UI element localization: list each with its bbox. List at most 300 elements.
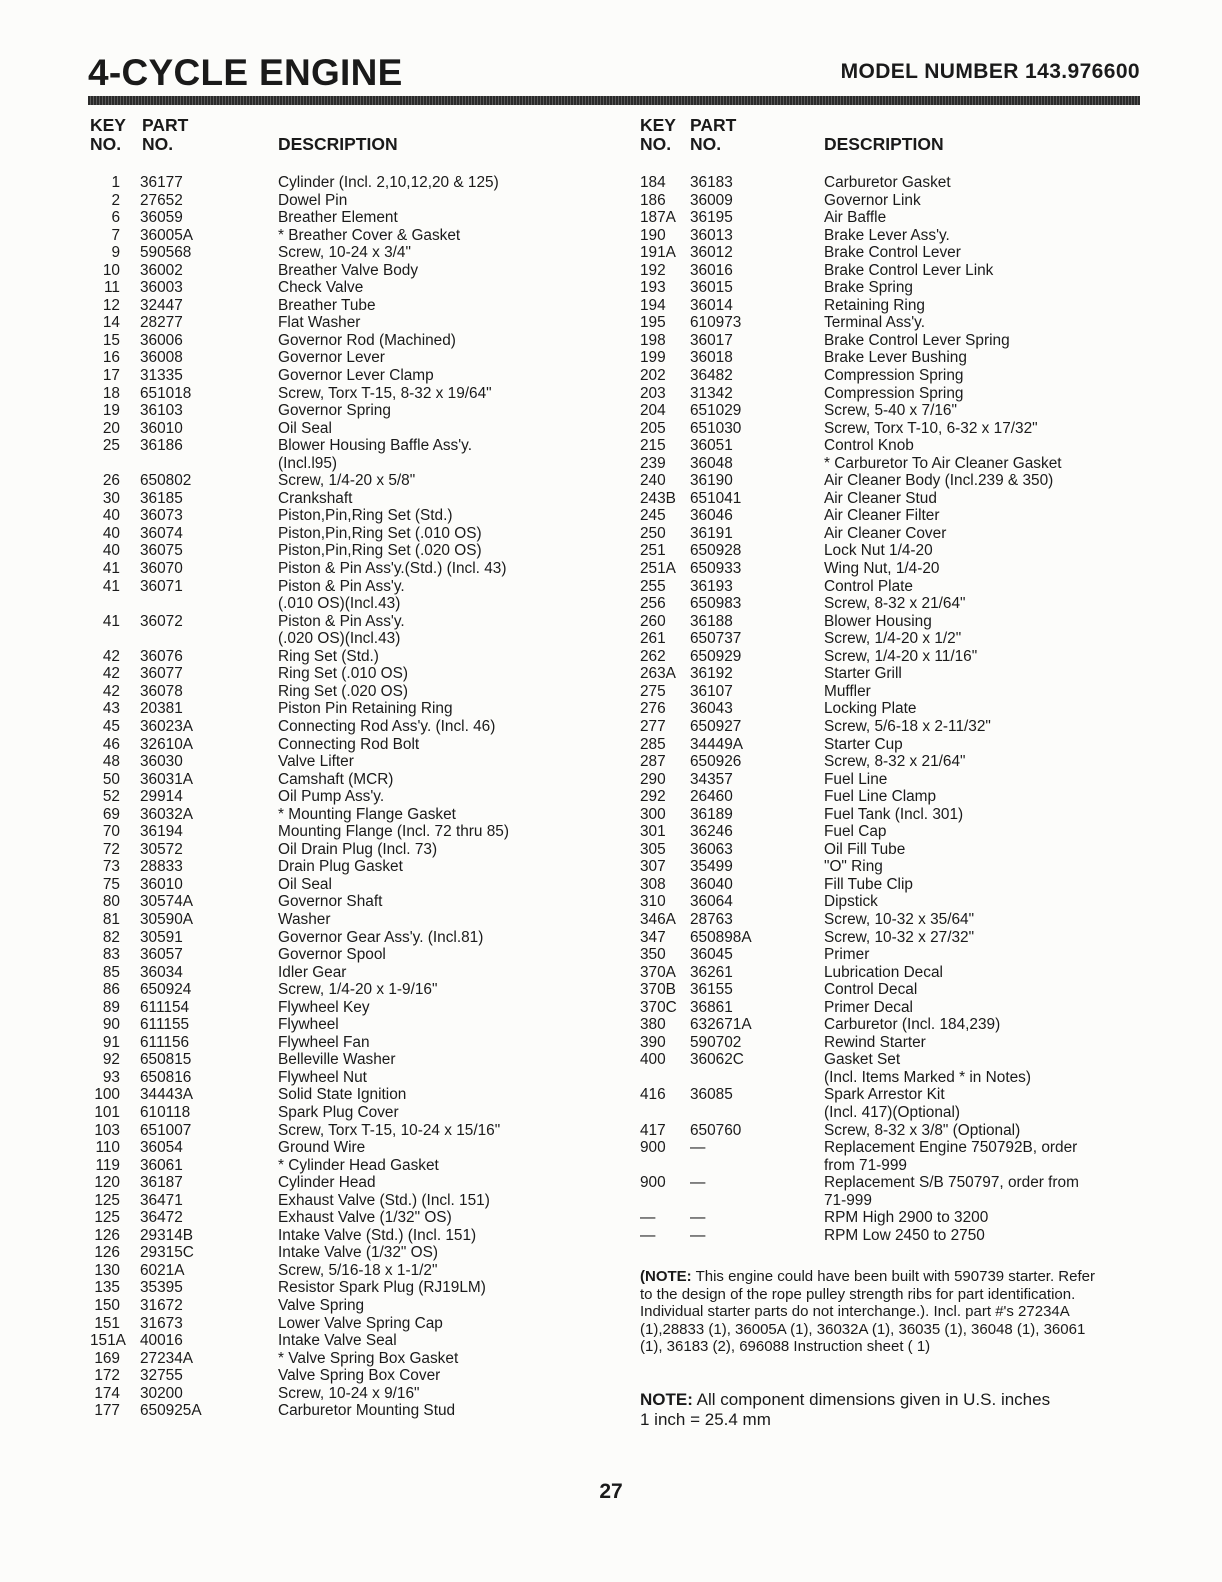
- part-description: Governor Lever Clamp: [278, 367, 434, 385]
- part-row: [640, 1192, 1160, 1210]
- part-no: 36195: [690, 209, 733, 227]
- part-description: Piston Pin Retaining Ring: [278, 700, 453, 718]
- part-no: 36192: [690, 665, 733, 683]
- part-description: Intake Valve Seal: [278, 1332, 397, 1350]
- header-rule: [88, 96, 1140, 105]
- part-description: Primer: [824, 946, 870, 964]
- part-no: 650983: [690, 595, 742, 613]
- part-description: Control Plate: [824, 577, 913, 595]
- part-description: Screw, 5-40 x 7/16": [824, 402, 957, 420]
- part-no: 650802: [140, 472, 192, 490]
- part-row: [640, 192, 1160, 210]
- part-description: Screw, 5/6-18 x 2-11/32": [824, 717, 991, 735]
- part-no: 36189: [690, 805, 733, 823]
- part-row: [640, 420, 1160, 438]
- part-row: [90, 1104, 590, 1122]
- part-row: [90, 1367, 590, 1385]
- part-row: [90, 753, 590, 771]
- part-row: [90, 578, 590, 596]
- part-no: 650926: [690, 753, 742, 771]
- part-description: Washer: [278, 910, 331, 928]
- key-no: 14: [102, 314, 120, 332]
- key-no: 18: [102, 384, 120, 402]
- part-no: 610973: [690, 314, 742, 332]
- part-no: 36070: [140, 560, 183, 578]
- part-no: 610118: [140, 1103, 191, 1121]
- part-row: [640, 736, 1160, 754]
- part-description: Brake Control Lever Spring: [824, 331, 1010, 349]
- part-no: 36177: [140, 174, 183, 191]
- part-description: Fuel Cap: [824, 823, 887, 841]
- part-description: Check Valve: [278, 279, 364, 297]
- part-description: Muffler: [824, 682, 871, 700]
- part-description: Resistor Spark Plug (RJ19LM): [278, 1279, 486, 1297]
- part-description: Cylinder Head: [278, 1174, 376, 1192]
- part-row: [640, 1016, 1160, 1034]
- part-no: 36190: [690, 472, 733, 490]
- part-no: 36012: [690, 244, 733, 262]
- part-row: [640, 402, 1160, 420]
- part-no: [676, 1069, 824, 1087]
- part-description: Mounting Flange (Incl. 72 thru 85): [278, 823, 509, 841]
- key-no: 194: [640, 296, 666, 314]
- part-row: [90, 455, 590, 473]
- part-description: Breather Tube: [278, 296, 376, 314]
- key-no: 17: [102, 367, 120, 385]
- key-no: 417: [640, 1121, 666, 1139]
- key-no: 6: [111, 209, 120, 227]
- key-no: 370A: [640, 963, 676, 981]
- part-description: Control Knob: [824, 437, 914, 455]
- key-no: 307: [640, 858, 666, 876]
- part-description: Governor Spring: [278, 402, 391, 420]
- part-description: Idler Gear: [278, 963, 347, 981]
- part-description: Drain Plug Gasket: [278, 858, 403, 876]
- part-no: 34357: [690, 770, 733, 788]
- part-no: 611155: [140, 1016, 190, 1034]
- part-no: 36076: [140, 647, 183, 665]
- part-description: Piston,Pin,Ring Set (.010 OS): [278, 524, 482, 542]
- key-no: 92: [102, 1051, 120, 1069]
- key-no: 202: [640, 367, 666, 385]
- part-no: 36472: [140, 1209, 183, 1227]
- part-no: 36194: [140, 823, 183, 841]
- part-row: [90, 1227, 590, 1245]
- key-no: [90, 595, 120, 613]
- key-no: 277: [640, 717, 666, 735]
- key-no: 125: [94, 1191, 120, 1209]
- part-row: [90, 1122, 590, 1140]
- part-row: [640, 560, 1160, 578]
- parts-list-left: [90, 116, 590, 1420]
- part-no: 36032A: [140, 805, 194, 823]
- part-no: 36023A: [140, 717, 194, 735]
- part-description: * Cylinder Head Gasket: [278, 1156, 439, 1174]
- part-row: [90, 718, 590, 736]
- key-no: 310: [640, 893, 666, 911]
- key-no: 70: [102, 823, 120, 841]
- part-description: Ring Set (.010 OS): [278, 665, 409, 683]
- part-row: [90, 999, 590, 1017]
- part-no: [676, 1192, 824, 1210]
- part-no: 29315C: [140, 1244, 194, 1262]
- key-no: 41: [102, 612, 120, 630]
- part-row: [90, 420, 590, 438]
- part-row: [90, 1385, 590, 1403]
- key-no: 239: [640, 454, 666, 472]
- part-no: 30200: [140, 1384, 183, 1402]
- part-row: [90, 1279, 590, 1297]
- part-no: 30574A: [140, 893, 194, 911]
- part-row: [640, 472, 1160, 490]
- part-no: 36072: [140, 612, 183, 630]
- part-row: [640, 1122, 1160, 1140]
- part-row: [90, 490, 590, 508]
- part-no: 36031A: [140, 770, 194, 788]
- key-no: 1: [111, 174, 120, 191]
- part-row: [90, 981, 590, 999]
- part-row: [90, 525, 590, 543]
- part-row: [90, 1209, 590, 1227]
- part-description: Ring Set (.020 OS): [278, 682, 409, 700]
- key-no: 245: [640, 507, 666, 525]
- part-row: [90, 262, 590, 280]
- key-no: 101: [94, 1103, 120, 1121]
- key-no: 350: [640, 946, 666, 964]
- key-no: 15: [102, 331, 120, 349]
- part-description: Air Cleaner Filter: [824, 507, 940, 525]
- part-no: 632671A: [690, 1016, 752, 1034]
- part-no: 32610A: [140, 735, 194, 753]
- part-row: [640, 507, 1160, 525]
- part-no: 36034: [140, 963, 183, 981]
- part-no: 36062C: [690, 1051, 744, 1069]
- part-no: 30590A: [140, 910, 194, 928]
- part-row: [640, 841, 1160, 859]
- part-no: 36013: [690, 226, 733, 244]
- model-number: MODEL NUMBER 143.976600: [840, 60, 1140, 83]
- part-description: Retaining Ring: [824, 296, 925, 314]
- key-no: 416: [640, 1086, 666, 1104]
- key-no: 186: [640, 191, 666, 209]
- part-description: Piston,Pin,Ring Set (.020 OS): [278, 542, 482, 560]
- part-description: Ring Set (Std.): [278, 647, 379, 665]
- part-no: 36155: [690, 981, 733, 999]
- key-no: 192: [640, 261, 666, 279]
- part-row: [90, 964, 590, 982]
- key-no: 203: [640, 384, 666, 402]
- part-description: Lower Valve Spring Cap: [278, 1314, 443, 1332]
- part-no: 36057: [140, 946, 183, 964]
- part-description: Flywheel Nut: [278, 1068, 367, 1086]
- part-description: Compression Spring: [824, 367, 964, 385]
- part-row: [90, 542, 590, 560]
- key-no: 125: [94, 1209, 120, 1227]
- part-row: [90, 630, 590, 648]
- part-description: (Incl. 417)(Optional): [824, 1103, 961, 1121]
- part-no: 28277: [140, 314, 183, 332]
- part-description: Brake Lever Bushing: [824, 349, 967, 367]
- part-row: [640, 806, 1160, 824]
- key-no: 7: [111, 226, 120, 244]
- part-row: [640, 595, 1160, 613]
- part-row: [640, 578, 1160, 596]
- part-description: Air Cleaner Cover: [824, 524, 947, 542]
- part-description: Fill Tube Clip: [824, 875, 913, 893]
- part-row: [640, 209, 1160, 227]
- note-text: This engine could have been built with 590739 starter. Refer to the design of the rope pulley strength ribs for part identification. Individual starter parts do not interchange.). Incl. part #'s 27234A (1),28833 (1), 36005A (1), 36032A (1), 36035 (1), 36048 (1), 36061 (1), 36183 (2), 696088 Instruction sheet ( 1): [640, 1268, 1095, 1355]
- part-row: [90, 1402, 590, 1420]
- part-no: 36073: [140, 507, 183, 525]
- part-description: RPM High 2900 to 3200: [824, 1209, 989, 1227]
- key-no: 900: [640, 1139, 666, 1157]
- key-no: 346A: [640, 910, 676, 928]
- part-row: [640, 1227, 1160, 1245]
- part-description: Fuel Tank (Incl. 301): [824, 805, 964, 823]
- part-description: Exhaust Valve (Std.) (Incl. 151): [278, 1191, 490, 1209]
- part-description: Screw, Torx T-15, 8-32 x 19/64": [278, 384, 492, 402]
- part-description: Lock Nut 1/4-20: [824, 542, 933, 560]
- key-no: [640, 1192, 676, 1210]
- part-description: Belleville Washer: [278, 1051, 396, 1069]
- part-description: Locking Plate: [824, 700, 917, 718]
- part-row: [90, 385, 590, 403]
- part-row: [90, 1034, 590, 1052]
- key-no: 215: [640, 437, 666, 455]
- part-description: Piston & Pin Ass'y.(Std.) (Incl. 43): [278, 560, 507, 578]
- part-description: Air Cleaner Body (Incl.239 & 350): [824, 472, 1054, 490]
- part-description: * Mounting Flange Gasket: [278, 805, 456, 823]
- part-description: Governor Spool: [278, 946, 386, 964]
- part-row: [640, 297, 1160, 315]
- key-no: 30: [102, 489, 120, 507]
- key-no: 40: [102, 542, 120, 560]
- part-no: 650933: [690, 560, 742, 578]
- description-label: DESCRIPTION: [824, 134, 944, 154]
- key-no: 52: [102, 788, 120, 806]
- part-description: Oil Seal: [278, 419, 332, 437]
- part-no: 27652: [140, 191, 183, 209]
- part-no-label: NO.: [142, 134, 174, 154]
- part-no-label: NO.: [690, 134, 722, 154]
- part-description: Screw, 8-32 x 21/64": [824, 595, 966, 613]
- part-description: (.020 OS)(Incl.43): [278, 630, 401, 648]
- key-no: 290: [640, 770, 666, 788]
- part-no: 36054: [140, 1139, 183, 1157]
- part-description: 71-999: [824, 1191, 872, 1209]
- part-description: * Valve Spring Box Gasket: [278, 1349, 459, 1367]
- part-row: [90, 683, 590, 701]
- part-row: [90, 1297, 590, 1315]
- part-description: Screw, 10-32 x 35/64": [824, 910, 975, 928]
- part-no: 36063: [690, 840, 733, 858]
- key-no: 126: [94, 1244, 120, 1262]
- part-description: Screw, Torx T-15, 10-24 x 15/16": [278, 1121, 501, 1139]
- key-no: 287: [640, 753, 666, 771]
- part-description: Valve Spring Box Cover: [278, 1367, 441, 1385]
- part-description: Brake Lever Ass'y.: [824, 226, 950, 244]
- key-no: 260: [640, 612, 666, 630]
- key-no: 41: [102, 560, 120, 578]
- key-no: 261: [640, 630, 666, 648]
- part-no: 36014: [690, 296, 733, 314]
- part-description: Lubrication Decal: [824, 963, 943, 981]
- key-no: 80: [102, 893, 120, 911]
- part-row: [640, 490, 1160, 508]
- part-no: 34449A: [690, 735, 744, 753]
- part-description: Oil Drain Plug (Incl. 73): [278, 840, 438, 858]
- key-no: 75: [102, 875, 120, 893]
- part-row: [640, 718, 1160, 736]
- part-no: —: [690, 1209, 706, 1227]
- part-row: [90, 332, 590, 350]
- part-description: Flat Washer: [278, 314, 361, 332]
- key-no: 86: [102, 981, 120, 999]
- part-row: [640, 1139, 1160, 1157]
- key-no: 11: [104, 279, 120, 297]
- part-row: [90, 1086, 590, 1104]
- part-description: Fuel Line Clamp: [824, 788, 937, 806]
- part-no: 30572: [140, 840, 183, 858]
- part-description: Screw, 1/4-20 x 1-9/16": [278, 981, 438, 999]
- key-no: 130: [94, 1261, 120, 1279]
- part-no: 650816: [140, 1068, 192, 1086]
- part-description: Piston & Pin Ass'y.: [278, 577, 405, 595]
- note-text: All component dimensions given in U.S. inches: [692, 1390, 1051, 1409]
- part-description: Breather Valve Body: [278, 261, 419, 279]
- part-row: [640, 613, 1160, 631]
- part-row: [90, 1332, 590, 1350]
- part-no: —: [690, 1226, 706, 1244]
- part-description: Governor Rod (Machined): [278, 331, 456, 349]
- key-no: 110: [95, 1139, 120, 1157]
- part-no: [676, 1104, 824, 1122]
- key-no-label: NO.: [640, 134, 672, 154]
- key-no: 263A: [640, 665, 676, 683]
- part-no: 36078: [140, 682, 183, 700]
- key-no: 193: [640, 279, 666, 297]
- part-no: 36261: [690, 963, 733, 981]
- part-no: [120, 630, 278, 648]
- part-description: Brake Spring: [824, 279, 913, 297]
- part-description: Screw, 10-24 x 3/4": [278, 244, 411, 262]
- key-no: 20: [102, 419, 120, 437]
- part-row: [90, 1139, 590, 1157]
- part-no: 36010: [140, 875, 183, 893]
- part-no: 31672: [140, 1297, 183, 1314]
- part-row: [90, 929, 590, 947]
- part-row: [90, 1192, 590, 1210]
- part-row: [640, 771, 1160, 789]
- part-row: [640, 1104, 1160, 1122]
- part-description: Blower Housing: [824, 612, 932, 630]
- part-description: from 71-999: [824, 1156, 907, 1174]
- part-no: 35395: [140, 1279, 183, 1297]
- part-description: Flywheel Fan: [278, 1033, 370, 1051]
- column-headers: [90, 116, 590, 174]
- dimensions-note: [640, 1390, 1160, 1430]
- part-no: 36471: [140, 1191, 183, 1209]
- part-description: Screw, 8-32 x 3/8" (Optional): [824, 1121, 1021, 1139]
- part-row: [90, 911, 590, 929]
- part-description: "O" Ring: [824, 858, 883, 876]
- part-row: [90, 244, 590, 262]
- key-no: 42: [102, 665, 120, 683]
- key-no: 119: [95, 1156, 120, 1174]
- key-no: 2: [111, 191, 120, 209]
- key-no: [640, 1104, 676, 1122]
- part-row: [90, 1016, 590, 1034]
- part-no: 36103: [140, 402, 183, 420]
- part-no: 36018: [690, 349, 733, 367]
- part-description: Control Decal: [824, 981, 918, 999]
- key-no: 103: [94, 1121, 120, 1139]
- key-no: 347: [640, 928, 666, 946]
- key-no: 41: [102, 577, 120, 595]
- part-description: Camshaft (MCR): [278, 770, 394, 788]
- part-description: Replacement Engine 750792B, order: [824, 1139, 1078, 1157]
- column-headers: [640, 116, 1160, 174]
- part-no: 651030: [690, 419, 742, 437]
- part-description: (Incl.l95): [278, 454, 338, 472]
- part-no: [120, 455, 278, 473]
- part-description: Dipstick: [824, 893, 878, 911]
- part-no: 36075: [140, 542, 183, 560]
- part-no: 36107: [690, 682, 733, 700]
- part-row: [640, 349, 1160, 367]
- part-description: Terminal Ass'y.: [824, 314, 926, 332]
- part-row: [90, 771, 590, 789]
- part-description: Screw, 5/16-18 x 1-1/2": [278, 1261, 438, 1279]
- part-no: 650927: [690, 717, 742, 735]
- part-description: Starter Cup: [824, 735, 903, 753]
- part-description: Piston,Pin,Ring Set (Std.): [278, 507, 453, 525]
- part-description: Governor Lever: [278, 349, 385, 367]
- key-no: 90: [102, 1016, 120, 1034]
- part-no: 36051: [690, 437, 733, 455]
- part-description: RPM Low 2450 to 2750: [824, 1226, 985, 1244]
- part-row: [640, 262, 1160, 280]
- key-no: 191A: [640, 244, 676, 262]
- part-no: 28763: [690, 910, 733, 928]
- part-no: 36003: [140, 279, 183, 297]
- part-no: 650929: [690, 647, 742, 665]
- part-row: [640, 683, 1160, 701]
- key-no: 198: [640, 331, 666, 349]
- key-no: 276: [640, 700, 666, 718]
- part-description: Crankshaft: [278, 489, 353, 507]
- key-no: 12: [102, 296, 120, 314]
- key-no: 177: [94, 1402, 120, 1420]
- key-no: —: [640, 1226, 656, 1244]
- part-no: 26460: [690, 788, 733, 806]
- part-no: 611154: [140, 998, 190, 1016]
- part-description: Intake Valve (1/32" OS): [278, 1244, 439, 1262]
- part-row: [90, 893, 590, 911]
- key-no: 255: [640, 577, 666, 595]
- key-no: 285: [640, 735, 666, 753]
- part-row: [90, 314, 590, 332]
- part-row: [90, 349, 590, 367]
- part-no: 36193: [690, 577, 733, 595]
- part-row: [640, 1069, 1160, 1087]
- part-no: 31673: [140, 1314, 183, 1332]
- part-no: 29314B: [140, 1226, 194, 1244]
- part-description: Governor Gear Ass'y. (Incl.81): [278, 928, 484, 946]
- key-no: 40: [102, 524, 120, 542]
- part-row: [640, 1086, 1160, 1104]
- part-row: [640, 455, 1160, 473]
